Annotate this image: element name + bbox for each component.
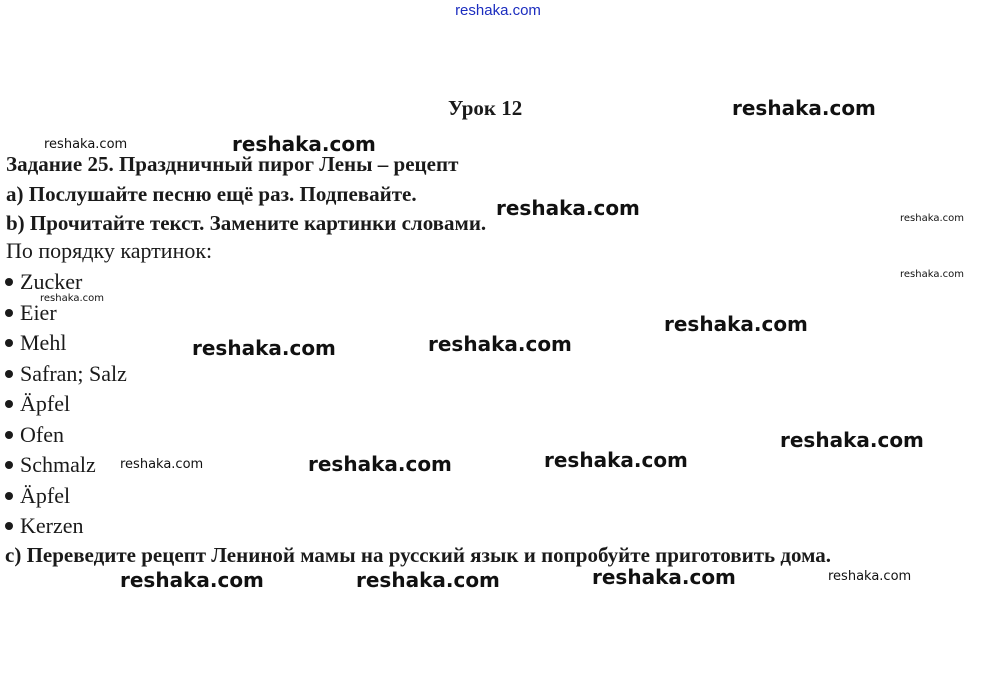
watermark: reshaka.com bbox=[828, 569, 912, 584]
task-part-b: b) Прочитайте текст. Замените картинки словами. bbox=[6, 211, 487, 235]
watermark: reshaka.com bbox=[664, 312, 808, 336]
list-item: Kerzen bbox=[5, 511, 127, 542]
bullet-icon bbox=[5, 309, 13, 317]
bullet-icon bbox=[5, 431, 13, 439]
watermark: reshaka.com bbox=[900, 269, 964, 280]
answer-list bbox=[5, 267, 127, 542]
watermark: reshaka.com bbox=[780, 428, 924, 452]
watermark: reshaka.com bbox=[732, 96, 876, 120]
bullet-icon bbox=[5, 522, 13, 530]
task-part-c: с) Переведите рецепт Лениной мамы на русский язык и попробуйте приготовить дома. bbox=[5, 543, 832, 567]
watermark: reshaka.com bbox=[192, 336, 336, 360]
bullet-icon bbox=[5, 370, 13, 378]
watermark: reshaka.com bbox=[232, 132, 376, 156]
watermark: reshaka.com bbox=[496, 196, 640, 220]
watermark: reshaka.com bbox=[44, 137, 128, 152]
list-item: Ofen bbox=[5, 420, 127, 451]
bullet-icon bbox=[5, 461, 13, 469]
watermark: reshaka.com bbox=[120, 457, 204, 472]
bullet-icon bbox=[5, 400, 13, 408]
watermark: reshaka.com bbox=[900, 213, 964, 224]
watermark: reshaka.com bbox=[356, 568, 500, 592]
bullet-icon bbox=[5, 492, 13, 500]
site-link[interactable]: reshaka.com bbox=[455, 2, 541, 19]
watermark: reshaka.com bbox=[308, 452, 452, 476]
watermark: reshaka.com bbox=[428, 332, 572, 356]
bullet-icon bbox=[5, 278, 13, 286]
watermark: reshaka.com bbox=[120, 568, 264, 592]
lesson-title: Урок 12 bbox=[448, 96, 523, 120]
list-item: Schmalz bbox=[5, 450, 127, 481]
list-item: Zucker bbox=[5, 267, 127, 298]
list-item: Äpfel bbox=[5, 389, 127, 420]
task-title: Задание 25. Праздничный пирог Лены – рецепт bbox=[6, 152, 459, 176]
watermark: reshaka.com bbox=[592, 565, 736, 589]
task-part-a: а) Послушайте песню ещё раз. Подпевайте. bbox=[6, 182, 417, 206]
list-item: Äpfel bbox=[5, 481, 127, 512]
list-item: Safran; Salz bbox=[5, 359, 127, 390]
watermark: reshaka.com bbox=[544, 448, 688, 472]
list-item: Mehl bbox=[5, 328, 127, 359]
bullet-icon bbox=[5, 339, 13, 347]
list-item: Eier bbox=[5, 298, 127, 329]
watermark: reshaka.com bbox=[40, 293, 104, 304]
list-intro: По порядку картинок: bbox=[6, 238, 213, 263]
